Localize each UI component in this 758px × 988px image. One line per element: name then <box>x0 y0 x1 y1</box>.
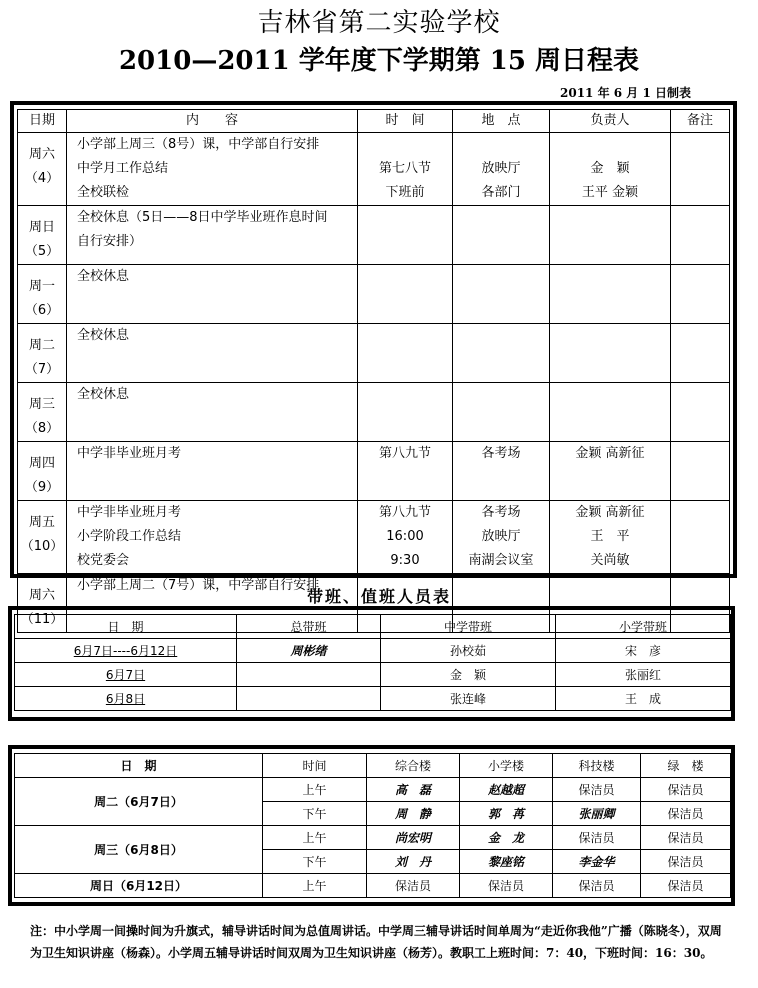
clean-header-cell: 时间 <box>263 754 367 778</box>
content-line: 中学非毕业班月考 <box>77 505 182 520</box>
day-cell <box>18 383 67 442</box>
owner-cell <box>550 383 671 442</box>
time-cell <box>358 324 453 383</box>
schedule-header-cell: 负责人 <box>550 110 671 133</box>
day-cell <box>18 442 67 501</box>
schedule-header-cell: 日期 <box>18 110 67 133</box>
clean-green-bldg: 保洁员 <box>641 778 731 802</box>
time-line: 第七八节 <box>378 161 431 176</box>
remark-cell <box>671 133 730 206</box>
remark-cell <box>671 501 730 574</box>
content-cell <box>67 206 358 265</box>
clean-zonghe: 保洁员 <box>367 874 460 898</box>
duty-row <box>15 663 731 687</box>
place-line: 放映厅 <box>481 529 521 544</box>
clean-header-cell: 小学楼 <box>460 754 553 778</box>
clean-row <box>15 778 731 802</box>
owner-cell <box>550 324 671 383</box>
day-date: （5） <box>24 244 60 259</box>
clean-header-cell: 日 期 <box>15 754 263 778</box>
schedule-header-row <box>18 110 730 133</box>
content-line: 中学非毕业班月考 <box>77 446 182 461</box>
schedule-row <box>18 501 730 574</box>
remark-cell <box>671 442 730 501</box>
clean-zonghe: 周 静 <box>367 802 460 826</box>
duty-middle: 金 颖 <box>381 663 556 687</box>
owner-cell <box>550 206 671 265</box>
clean-time: 下午 <box>263 850 367 874</box>
duty-header-cell: 小学带班 <box>556 615 731 639</box>
time-cell <box>358 206 453 265</box>
schedule-header-cell: 备注 <box>671 110 730 133</box>
schedule-header-cell: 时 间 <box>358 110 453 133</box>
clean-header-row <box>15 754 731 778</box>
remark-cell <box>671 324 730 383</box>
place-cell <box>453 442 550 501</box>
clean-tech-bldg: 张丽卿 <box>553 802 641 826</box>
schedule-row <box>18 383 730 442</box>
place-line: 各考场 <box>481 446 521 461</box>
content-cell <box>67 133 358 206</box>
clean-tech-bldg: 李金华 <box>553 850 641 874</box>
day-name: 周一 <box>28 279 55 294</box>
content-line: 小学部上周二（7号）课，中学部自行安排 <box>77 578 320 593</box>
content-line: 小学部上周三（8号）课，中学部自行安排 <box>77 137 320 152</box>
clean-green-bldg: 保洁员 <box>641 874 731 898</box>
content-line: 全校休息 <box>77 387 130 402</box>
content-line: 全校联检 <box>77 185 130 200</box>
made-date: 2011 年 6 月 1 日制表 <box>560 86 691 100</box>
place-cell <box>453 133 550 206</box>
duty-primary: 张丽红 <box>556 663 731 687</box>
place-cell <box>453 265 550 324</box>
content-line: 中学月工作总结 <box>77 161 169 176</box>
duty-middle: 张连峰 <box>381 687 556 711</box>
duty-chief <box>237 687 381 711</box>
day-name: 周二 <box>28 338 55 353</box>
clean-primary-bldg: 赵越超 <box>460 778 553 802</box>
day-name: 周日 <box>28 220 55 235</box>
duty-title: 带班、值班人员表 <box>306 587 451 606</box>
day-name: 周三 <box>28 397 55 412</box>
duty-primary: 宋 彦 <box>556 639 731 663</box>
duty-date: 6月7日----6月12日 <box>15 639 237 663</box>
clean-row <box>15 826 731 850</box>
schedule-row <box>18 133 730 206</box>
content-cell <box>67 383 358 442</box>
place-line: 各部门 <box>481 185 521 200</box>
clean-zonghe: 高 磊 <box>367 778 460 802</box>
schedule-row <box>18 206 730 265</box>
remark-cell <box>671 265 730 324</box>
time-line: 16:00 <box>386 529 424 544</box>
owner-line: 王 平 <box>590 529 630 544</box>
content-line: 自行安排） <box>77 234 143 249</box>
time-line: 9:30 <box>390 553 420 568</box>
schedule-header-cell: 内 容 <box>67 110 358 133</box>
clean-row <box>15 874 731 898</box>
owner-line: 王平 金颖 <box>581 185 639 200</box>
time-line: 下班前 <box>385 185 425 200</box>
owner-cell <box>550 501 671 574</box>
day-date: （10） <box>20 539 64 554</box>
page-title: 2010—2011 学年度下学期第 15 周日程表 <box>118 46 640 76</box>
footer-note: 注：中小学周一间操时间为升旗式，辅导讲话时间为总值周讲话。中学周三辅导讲话时间单周为“走近你我他”广播（陈晓冬），双周为卫生知识讲座（杨森）。小学周五辅导讲话时间双周为卫生知识讲座（杨芳）。教职工上班时间：7：40，下班时间：16：30。 <box>30 924 722 960</box>
time-line: 第八九节 <box>378 505 431 520</box>
clean-header-cell: 综合楼 <box>367 754 460 778</box>
day-cell <box>18 133 67 206</box>
duty-row <box>15 687 731 711</box>
owner-cell <box>550 442 671 501</box>
place-cell <box>453 206 550 265</box>
time-cell <box>358 383 453 442</box>
content-line: 小学阶段工作总结 <box>77 529 182 544</box>
owner-cell <box>550 133 671 206</box>
day-date: （4） <box>24 171 60 186</box>
time-line <box>358 133 452 157</box>
day-name: 周五 <box>28 515 55 530</box>
place-line <box>453 133 549 157</box>
content-line: 全校休息 <box>77 269 130 284</box>
duty-table <box>14 614 731 711</box>
content-line: 全校休息 <box>77 328 130 343</box>
clean-date: 周三（6月8日） <box>15 826 263 874</box>
clean-green-bldg: 保洁员 <box>641 826 731 850</box>
clean-zonghe: 尚宏明 <box>367 826 460 850</box>
schedule-table <box>17 109 730 633</box>
time-cell <box>358 501 453 574</box>
clean-date: 周二（6月7日） <box>15 778 263 826</box>
duty-middle: 孙校茹 <box>381 639 556 663</box>
day-cell <box>18 206 67 265</box>
day-date: （11） <box>20 612 64 627</box>
clean-green-bldg: 保洁员 <box>641 802 731 826</box>
duty-row <box>15 639 731 663</box>
clean-tech-bldg: 保洁员 <box>553 874 641 898</box>
day-date: （7） <box>24 362 60 377</box>
clean-header-cell: 绿 楼 <box>641 754 731 778</box>
place-line: 放映厅 <box>481 161 521 176</box>
time-cell <box>358 133 453 206</box>
remark-cell <box>671 383 730 442</box>
content-cell <box>67 324 358 383</box>
clean-zonghe: 刘 丹 <box>367 850 460 874</box>
duty-header-cell: 总带班 <box>237 615 381 639</box>
content-cell <box>67 501 358 574</box>
schedule-row <box>18 442 730 501</box>
duty-primary: 王 成 <box>556 687 731 711</box>
day-name: 周六 <box>28 588 55 603</box>
clean-tech-bldg: 保洁员 <box>553 778 641 802</box>
clean-primary-bldg: 保洁员 <box>460 874 553 898</box>
owner-line <box>550 133 670 157</box>
place-cell <box>453 383 550 442</box>
day-date: （8） <box>24 421 60 436</box>
place-cell <box>453 324 550 383</box>
day-name: 周六 <box>28 147 55 162</box>
time-cell <box>358 442 453 501</box>
content-line: 校党委会 <box>77 553 130 568</box>
clean-time: 上午 <box>263 778 367 802</box>
owner-line: 金颖 高新征 <box>575 446 645 461</box>
content-cell <box>67 265 358 324</box>
owner-line: 金颖 高新征 <box>575 505 645 520</box>
duty-chief <box>237 663 381 687</box>
remark-cell <box>671 206 730 265</box>
time-cell <box>358 265 453 324</box>
owner-cell <box>550 265 671 324</box>
day-cell <box>18 501 67 574</box>
day-date: （9） <box>24 480 60 495</box>
duty-header-cell: 中学带班 <box>381 615 556 639</box>
clean-time: 下午 <box>263 802 367 826</box>
clean-primary-bldg: 郭 苒 <box>460 802 553 826</box>
duty-date: 6月8日 <box>15 687 237 711</box>
time-line: 第八九节 <box>378 446 431 461</box>
clean-date: 周日（6月12日） <box>15 874 263 898</box>
duty-chief: 周彬绪 <box>237 639 381 663</box>
duty-header-row <box>15 615 731 639</box>
schedule-row <box>18 324 730 383</box>
schedule-row <box>18 265 730 324</box>
place-line: 南湖会议室 <box>468 553 534 568</box>
clean-primary-bldg: 黎座铭 <box>460 850 553 874</box>
clean-time: 上午 <box>263 874 367 898</box>
duty-date: 6月7日 <box>15 663 237 687</box>
duty-header-cell: 日 期 <box>15 615 237 639</box>
place-line: 各考场 <box>481 505 521 520</box>
day-date: （6） <box>24 303 60 318</box>
clean-table <box>14 753 731 898</box>
clean-primary-bldg: 金 龙 <box>460 826 553 850</box>
day-cell <box>18 324 67 383</box>
clean-green-bldg: 保洁员 <box>641 850 731 874</box>
school-name: 吉林省第二实验学校 <box>257 8 501 38</box>
owner-line: 关尚敏 <box>590 553 630 568</box>
owner-line: 金 颖 <box>590 161 630 176</box>
clean-tech-bldg: 保洁员 <box>553 826 641 850</box>
clean-header-cell: 科技楼 <box>553 754 641 778</box>
clean-time: 上午 <box>263 826 367 850</box>
schedule-header-cell: 地 点 <box>453 110 550 133</box>
day-cell <box>18 265 67 324</box>
place-cell <box>453 501 550 574</box>
day-name: 周四 <box>28 456 55 471</box>
content-cell <box>67 442 358 501</box>
content-line: 全校休息（5日——8日中学毕业班作息时间 <box>77 210 328 225</box>
